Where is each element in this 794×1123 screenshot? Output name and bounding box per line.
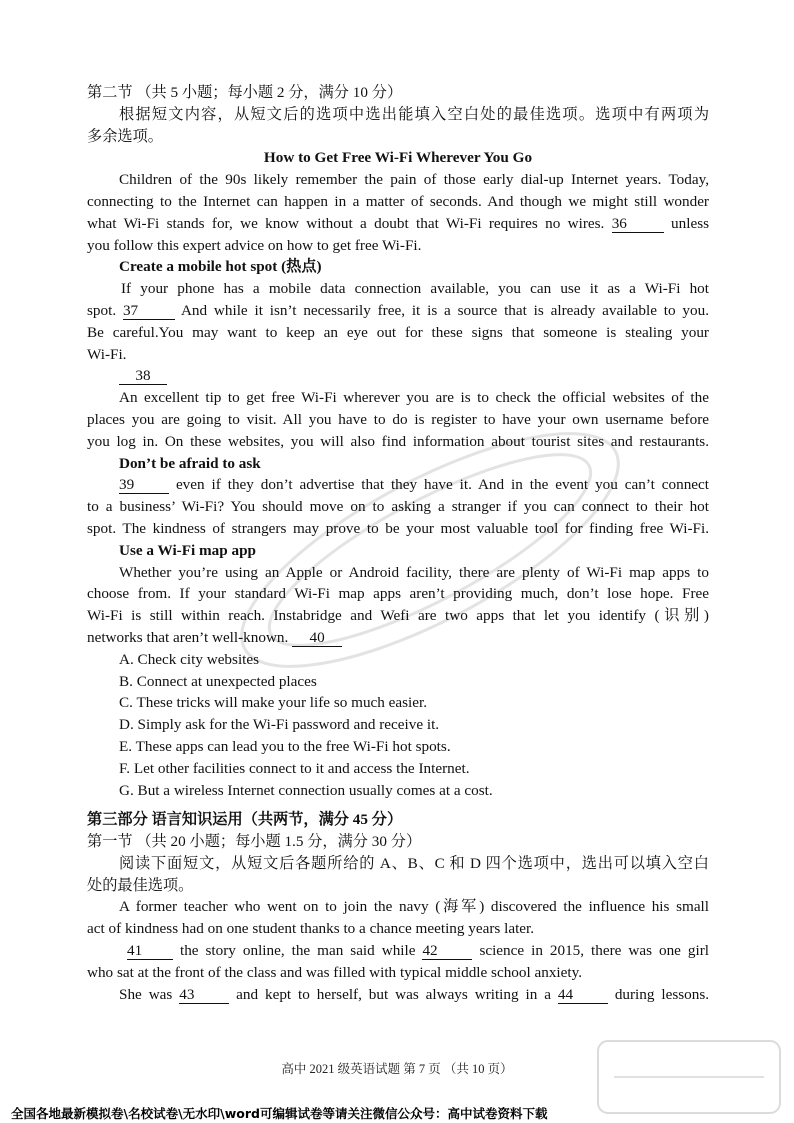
answer-blank[interactable]: 41 bbox=[127, 942, 173, 960]
answer-blank[interactable]: 36 bbox=[612, 215, 664, 233]
paragraph-line: Whether you’re using an Apple or Android facility, there are plenty of Wi-Fi map apps to bbox=[119, 563, 709, 581]
section-heading: 第一节 （共 20 小题；每小题 1.5 分，满分 30 分） bbox=[87, 833, 422, 851]
answer-blank[interactable]: 38 bbox=[119, 367, 167, 385]
text-span: spot. bbox=[87, 301, 117, 319]
answer-blank[interactable]: 39 bbox=[119, 476, 169, 494]
paragraph-line bbox=[87, 940, 709, 962]
paragraph-line: A former teacher who went on to join the navy (海军) discovered the influence his small bbox=[119, 898, 709, 916]
page-footer: 高中 2021 级英语试题 第 7 页 （共 10 页） bbox=[281, 1062, 513, 1076]
answer-blank[interactable]: 42 bbox=[422, 942, 472, 960]
instruction-line: 多余选项。 bbox=[87, 127, 163, 145]
option-item[interactable]: E. These apps can lead you to the free Wi-Fi hot spots. bbox=[119, 737, 451, 755]
promo-note: 全国各地最新模拟卷\名校试卷\无水印\word可编辑试卷等请关注微信公众号：高中试卷资料下载 bbox=[11, 1106, 548, 1121]
text-span: and kept to herself, but was always writing in a bbox=[236, 985, 551, 1003]
text-span: unless bbox=[671, 214, 710, 232]
text-span: even if they don’t advertise that they have it. And in the event you can’t connect bbox=[175, 476, 710, 494]
option-item[interactable]: D. Simply ask for the Wi-Fi password and receive it. bbox=[119, 716, 440, 734]
paragraph-line bbox=[87, 213, 709, 235]
corner-logo-watermark bbox=[594, 1037, 784, 1117]
part-heading: 第三部分 语言知识运用（共两节，满分 45 分） bbox=[87, 811, 403, 829]
option-item[interactable]: B. Connect at unexpected places bbox=[119, 672, 317, 690]
paragraph-line: Children of the 90s likely remember the pain of those early dial-up Internet years. Today, bbox=[119, 171, 709, 189]
paragraph-line: Wi-Fi. bbox=[87, 345, 127, 363]
text-span: the story online, the man said while bbox=[179, 942, 416, 960]
answer-blank[interactable]: 44 bbox=[558, 986, 608, 1004]
paragraph-line: If your phone has a mobile data connection available, you can use it as a Wi-Fi hot bbox=[121, 280, 709, 298]
paragraph-line bbox=[87, 300, 709, 322]
paragraph-line: spot. The kindness of strangers may prove to be your most valuable tool for finding free Wi-Fi. bbox=[87, 519, 709, 537]
paragraph-line: who sat at the front of the class and was filled with typical middle school anxiety. bbox=[87, 963, 583, 981]
subheading: Don’t be afraid to ask bbox=[119, 454, 261, 472]
paragraph-line: places you are going to visit. All you have to do is register to have your own username before bbox=[87, 410, 709, 428]
paragraph-line: Wi-Fi is still within reach. Instabridge and Wefi are two apps that let you identify (识别) bbox=[87, 607, 709, 625]
paragraph-line: you follow this expert advice on how to get free Wi-Fi. bbox=[87, 236, 422, 254]
answer-blank[interactable]: 37 bbox=[123, 302, 175, 320]
paragraph-line: to a business’ Wi-Fi? You should move on to asking a stranger if you can connect to their hot bbox=[87, 498, 709, 516]
answer-blank[interactable]: 40 bbox=[292, 629, 342, 647]
paragraph-line bbox=[87, 365, 709, 387]
subheading: Create a mobile hot spot (热点) bbox=[119, 258, 322, 276]
exam-page bbox=[87, 82, 709, 1005]
paragraph-line: you log in. On these websites, you will also find information about tourist sites and restaurants. bbox=[87, 432, 709, 450]
passage-title: How to Get Free Wi-Fi Wherever You Go bbox=[263, 149, 533, 167]
text-span: science in 2015, there was one girl bbox=[479, 942, 709, 960]
paragraph-line bbox=[87, 627, 709, 649]
instruction-line: 根据短文内容，从短文后的选项中选出能填入空白处的最佳选项。选项中有两项为 bbox=[119, 105, 709, 123]
option-item[interactable]: G. But a wireless Internet connection usually comes at a cost. bbox=[119, 781, 493, 799]
option-item[interactable]: A. Check city websites bbox=[119, 650, 260, 668]
paragraph-line bbox=[87, 474, 709, 496]
text-span: networks that aren’t well-known. bbox=[87, 628, 289, 646]
paragraph-line: choose from. If your standard Wi-Fi map apps aren’t providing much, don’t lose hope. Free bbox=[87, 585, 709, 603]
text-span: during lessons. bbox=[614, 985, 710, 1003]
paragraph-line: connecting to the Internet can happen in a matter of seconds. And though we might still wonder bbox=[87, 192, 709, 210]
option-item[interactable]: C. These tricks will make your life so much easier. bbox=[119, 694, 428, 712]
paragraph-line bbox=[87, 984, 709, 1006]
paragraph-line: Be careful.You may want to keep an eye out for these signs that someone is stealing your bbox=[87, 323, 709, 341]
text-span: what Wi-Fi stands for, we know without a doubt that Wi-Fi requires no wires. bbox=[87, 214, 605, 232]
subheading: Use a Wi-Fi map app bbox=[119, 541, 256, 559]
paragraph-line: act of kindness had on one student thanks to a chance meeting years later. bbox=[87, 920, 535, 938]
text-span: And while it isn’t necessarily free, it is a source that is already available to you. bbox=[180, 301, 709, 319]
instruction-line: 阅读下面短文，从短文后各题所给的 A、B、C 和 D 四个选项中，选出可以填入空白 bbox=[119, 854, 709, 872]
answer-blank[interactable]: 43 bbox=[179, 986, 229, 1004]
text-span: She was bbox=[119, 985, 173, 1003]
instruction-line: 处的最佳选项。 bbox=[87, 876, 194, 894]
section-heading: 第二节 （共 5 小题；每小题 2 分，满分 10 分） bbox=[87, 84, 403, 101]
paragraph-line: An excellent tip to get free Wi-Fi wherever you are is to check the official websites of the bbox=[119, 389, 709, 407]
option-item[interactable]: F. Let other facilities connect to it and access the Internet. bbox=[119, 759, 470, 777]
